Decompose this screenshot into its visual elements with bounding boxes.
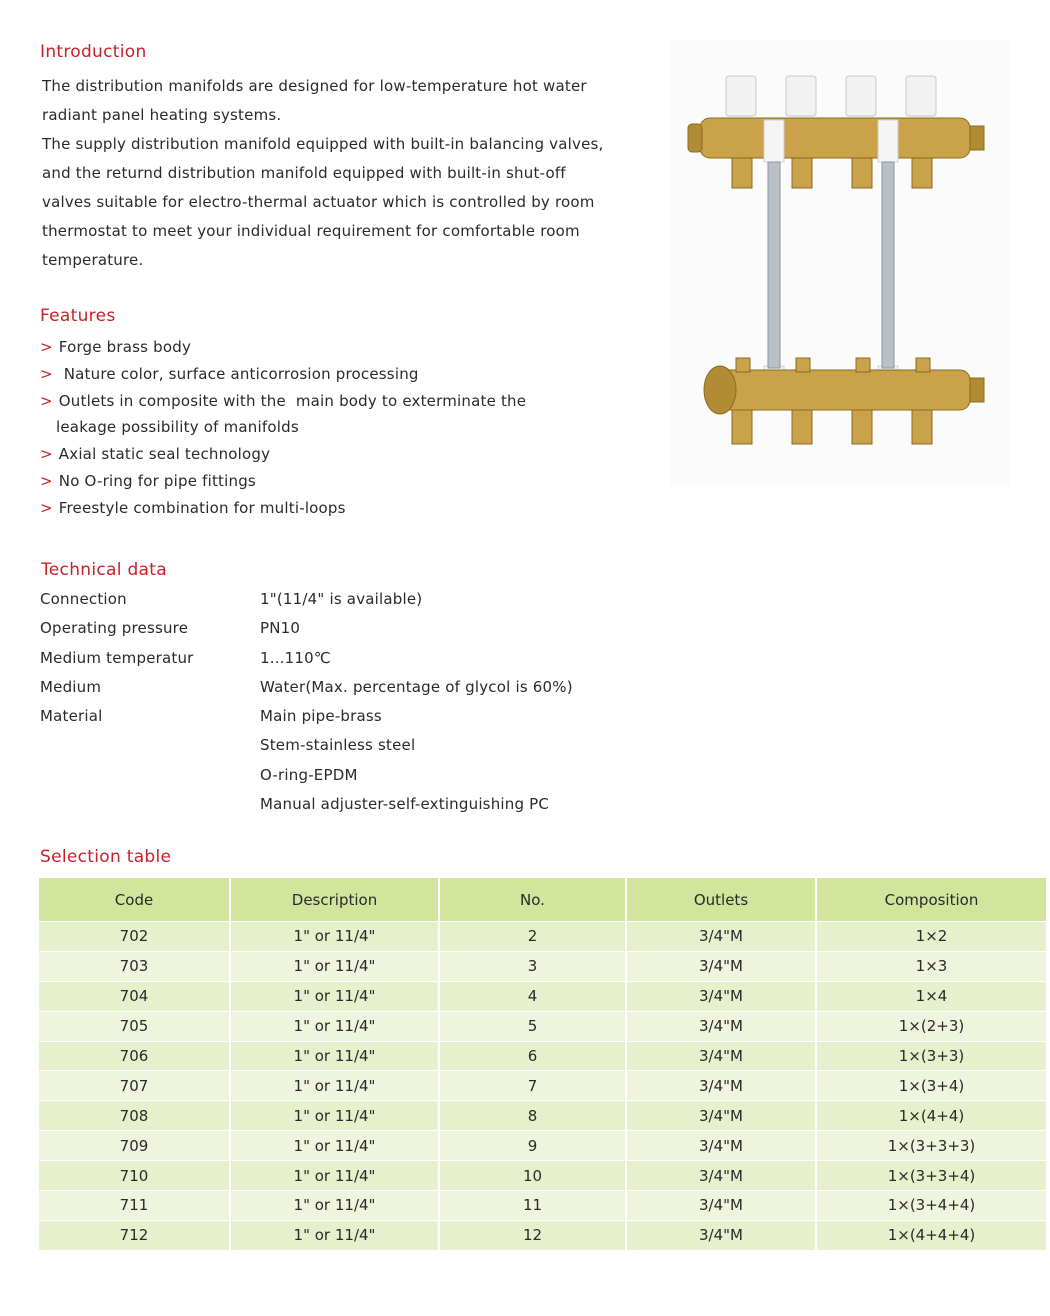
table-body — [39, 922, 1046, 1250]
cell-no: 7 — [439, 1071, 626, 1101]
cell-no: 6 — [439, 1041, 626, 1071]
table-row — [39, 1041, 1046, 1071]
feature-item: > No O-ring for pipe fittings — [40, 471, 256, 490]
table-row — [39, 981, 1046, 1011]
cell-no: 5 — [439, 1011, 626, 1041]
introduction-text — [42, 72, 612, 275]
bullet-arrow-icon: > — [40, 445, 53, 464]
cell-outlets: 3/4"M — [626, 1220, 816, 1249]
cell-no: 12 — [439, 1220, 626, 1249]
bullet-arrow-icon: > — [40, 471, 53, 490]
cell-description: 1" or 11/4" — [230, 1161, 439, 1191]
column-header-outlets: Outlets — [626, 878, 816, 922]
table-row — [39, 951, 1046, 981]
cell-code: 708 — [39, 1101, 230, 1131]
feature-item-continuation: leakage possibility of manifolds — [56, 418, 299, 437]
selection-table-title: Selection table — [40, 847, 172, 867]
manifold-illustration — [670, 40, 1010, 485]
cell-code: 707 — [39, 1071, 230, 1101]
column-header-code: Code — [39, 878, 230, 922]
cell-no: 4 — [439, 981, 626, 1011]
cell-description: 1" or 11/4" — [230, 1131, 439, 1161]
intro-paragraph-2: The supply distribution manifold equipped with built-in balancing valves, and the returnd distribution manifold equipped with built-in shut-off valves suitable for electro-thermal actuator which is controlled by room thermostat to meet your individual requirement for comfortable room temperature. — [42, 135, 604, 269]
cell-code: 706 — [39, 1041, 230, 1071]
cell-outlets: 3/4"M — [626, 1011, 816, 1041]
cell-no: 2 — [439, 922, 626, 952]
cell-description: 1" or 11/4" — [230, 981, 439, 1011]
cell-composition: 1×(3+3+4) — [816, 1161, 1046, 1191]
bullet-arrow-icon: > — [40, 391, 53, 410]
cell-code: 704 — [39, 981, 230, 1011]
features-list — [40, 334, 526, 522]
cell-composition: 1×4 — [816, 981, 1046, 1011]
cell-no: 8 — [439, 1101, 626, 1131]
bullet-arrow-icon: > — [40, 498, 53, 517]
cell-description: 1" or 11/4" — [230, 1191, 439, 1221]
feature-item: > Nature color, surface anticorrosion processing — [40, 364, 419, 383]
cell-description: 1" or 11/4" — [230, 1011, 439, 1041]
table-row — [39, 1131, 1046, 1161]
column-header-composition: Composition — [816, 878, 1046, 922]
cell-outlets: 3/4"M — [626, 1101, 816, 1131]
cell-outlets: 3/4"M — [626, 1131, 816, 1161]
bullet-arrow-icon: > — [40, 338, 53, 356]
cell-description: 1" or 11/4" — [230, 951, 439, 981]
feature-item: > Outlets in composite with the main body to exterminate the — [40, 391, 527, 410]
feature-item: > Axial static seal technology — [40, 445, 271, 464]
cell-outlets: 3/4"M — [626, 1071, 816, 1101]
table-header-row — [39, 878, 1046, 922]
cell-composition: 1×2 — [816, 922, 1046, 952]
cell-description: 1" or 11/4" — [230, 922, 439, 952]
cell-no: 9 — [439, 1131, 626, 1161]
cell-code: 712 — [39, 1220, 230, 1249]
feature-item: > Freestyle combination for multi-loops — [40, 498, 346, 517]
cell-composition: 1×(3+4) — [816, 1071, 1046, 1101]
cell-no: 3 — [439, 951, 626, 981]
cell-description: 1" or 11/4" — [230, 1220, 439, 1249]
cell-description: 1" or 11/4" — [230, 1101, 439, 1131]
feature-item: > Forge brass body — [40, 338, 192, 356]
cell-composition: 1×(2+3) — [816, 1011, 1046, 1041]
cell-composition: 1×3 — [816, 951, 1046, 981]
column-header-description: Description — [230, 878, 439, 922]
table-row — [39, 1220, 1046, 1249]
table-row — [39, 922, 1046, 952]
cell-outlets: 3/4"M — [626, 1161, 816, 1191]
cell-composition: 1×(3+4+4) — [816, 1191, 1046, 1221]
table-row — [39, 1161, 1046, 1191]
cell-code: 709 — [39, 1131, 230, 1161]
cell-outlets: 3/4"M — [626, 1191, 816, 1221]
bullet-arrow-icon: > — [40, 364, 53, 383]
table-row — [39, 1071, 1046, 1101]
cell-composition: 1×(4+4+4) — [816, 1220, 1046, 1249]
manifold-product-image — [670, 40, 1010, 485]
cell-outlets: 3/4"M — [626, 922, 816, 952]
cell-code: 711 — [39, 1191, 230, 1221]
table-row — [39, 1011, 1046, 1041]
cell-description: 1" or 11/4" — [230, 1071, 439, 1101]
cell-no: 11 — [439, 1191, 626, 1221]
cell-code: 710 — [39, 1161, 230, 1191]
cell-composition: 1×(3+3) — [816, 1041, 1046, 1071]
cell-code: 703 — [39, 951, 230, 981]
selection-table — [39, 878, 1046, 1250]
introduction-title: Introduction — [40, 42, 147, 62]
intro-paragraph-1: The distribution manifolds are designed for low-temperature hot water radiant panel heating systems. — [42, 77, 587, 124]
cell-no: 10 — [439, 1161, 626, 1191]
cell-description: 1" or 11/4" — [230, 1041, 439, 1071]
cell-code: 705 — [39, 1011, 230, 1041]
cell-code: 702 — [39, 922, 230, 952]
table-row — [39, 1191, 1046, 1221]
table-row — [39, 1101, 1046, 1131]
technical-data-title: Technical data — [41, 560, 167, 580]
column-header-no: No. — [439, 878, 626, 922]
cell-outlets: 3/4"M — [626, 951, 816, 981]
cell-outlets: 3/4"M — [626, 1041, 816, 1071]
cell-composition: 1×(3+3+3) — [816, 1131, 1046, 1161]
cell-composition: 1×(4+4) — [816, 1101, 1046, 1131]
cell-outlets: 3/4"M — [626, 981, 816, 1011]
features-title: Features — [40, 306, 116, 326]
